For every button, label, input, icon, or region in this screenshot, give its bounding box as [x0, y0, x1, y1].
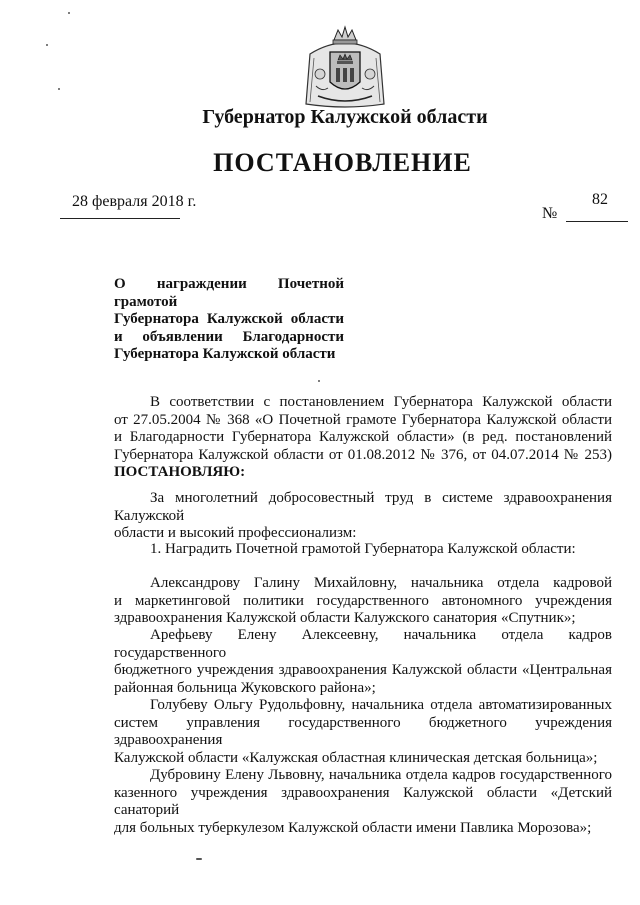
text-line: Арефьеву Елену Алексеевну, начальника отдела кадров государственного: [114, 627, 612, 661]
text-line: и маркетинговой политики государственного автономного учреждения: [114, 592, 612, 609]
text-line: районная больница Жуковского района»;: [114, 679, 376, 696]
scan-speck: [196, 858, 202, 860]
decree-word: ПОСТАНОВЛЯЮ:: [114, 464, 246, 480]
point-1-paragraph: [114, 541, 612, 559]
text-line: для больных туберкулезом Калужской области имени Павлика Морозова»;: [114, 819, 592, 836]
text-line: Дубровину Елену Львовну, начальника отдела кадров государственного: [150, 767, 612, 783]
text-line: бюджетного учреждения здравоохранения Калужской области «Центральная: [114, 662, 612, 678]
text-line: казенного учреждения здравоохранения Калужской области «Детский санаторий: [114, 784, 612, 818]
text-line: 1. Наградить Почетной грамотой Губернатора Калужской области:: [150, 541, 576, 557]
scan-speck: [68, 12, 70, 14]
issuer-title: Губернатор Калужской области: [202, 106, 488, 128]
awardee-paragraph: [114, 697, 612, 767]
text-line: и Благодарности Губернатора Калужской области» (в ред. постановлений: [114, 429, 612, 445]
reason-paragraph: [114, 490, 612, 543]
scan-speck: [318, 380, 320, 382]
subject-line: и объявлении Благодарности: [114, 328, 344, 345]
number-underline: [566, 221, 628, 222]
text-line: здравоохранения Калужской области Калужского санатория «Спутник»;: [114, 610, 576, 626]
preamble-paragraph: [114, 394, 612, 482]
document-subject: [114, 276, 344, 364]
scan-speck: [58, 88, 60, 90]
coat-of-arms-emblem: [300, 24, 390, 112]
text-line: В соответствии с постановлением Губернатора Калужской области: [150, 394, 612, 410]
text-line: систем управления государственного бюджетного учреждения здравоохранения: [114, 714, 612, 748]
subject-line: Губернатора Калужской области: [114, 311, 344, 327]
awardee-paragraph: [114, 767, 612, 837]
subject-line: О награждении Почетной грамотой: [114, 276, 344, 310]
document-type: ПОСТАНОВЛЕНИЕ: [213, 148, 472, 177]
subject-line: Губернатора Калужской области: [114, 346, 336, 362]
scan-speck: [46, 44, 48, 46]
text-line: от 27.05.2004 № 368 «О Почетной грамоте Губернатора Калужской области: [114, 411, 612, 428]
text-line: области и высокий профессионализм:: [114, 525, 357, 541]
awardee-paragraph: [114, 627, 612, 697]
text-line: Калужской области «Калужская областная клиническая детская больница»;: [114, 749, 598, 766]
document-number: 82: [592, 191, 608, 208]
document-date: 28 февраля 2018 г.: [72, 193, 197, 210]
text-line: Губернатора Калужской области от 01.08.2012 № 376, от 04.07.2014 № 253): [114, 446, 612, 463]
date-underline: [60, 218, 180, 219]
awardee-paragraph: [114, 575, 612, 628]
text-line: Александрову Галину Михайловну, начальника отдела кадровой: [150, 575, 612, 591]
text-line: За многолетний добросовестный труд в системе здравоохранения Калужской: [114, 490, 612, 524]
number-label: №: [542, 205, 558, 222]
text-line: Голубеву Ольгу Рудольфовну, начальника отдела автоматизированных: [150, 697, 612, 713]
